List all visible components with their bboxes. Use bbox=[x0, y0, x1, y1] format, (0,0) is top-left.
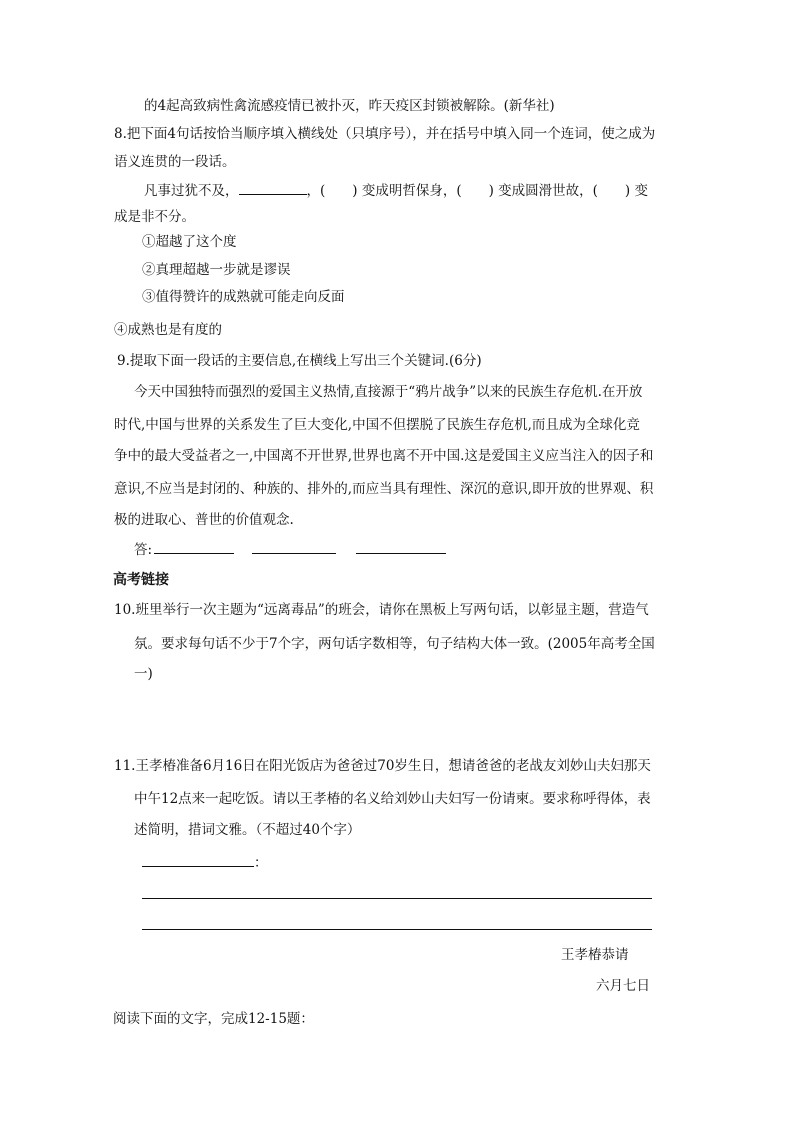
q9-passage-line2: 时代,中国与世界的关系发生了巨大变化,中国不但摆脱了民族生存危机,而且成为全球化竞 bbox=[114, 417, 640, 433]
q8-stem-line2: 语义连贯的一段话。 bbox=[114, 154, 236, 170]
q9-passage-line4: 意识,不应当是封闭的、种族的、排外的,而应当具有理性、深沉的意识,即开放的世界观、积 bbox=[114, 481, 654, 497]
q8-sentence-a: 凡事过犹不及， bbox=[144, 183, 239, 199]
q11-salutation-row bbox=[142, 852, 268, 873]
q8-sentence-line1 bbox=[144, 180, 648, 201]
q8-option-2: ②真理超越一步就是谬误 bbox=[142, 262, 291, 278]
q8-answer-blank[interactable] bbox=[239, 180, 307, 195]
q9-keyword-blank-3[interactable] bbox=[356, 539, 446, 554]
q8-sentence-b: ，( ) 变成明哲保身，( ) 变成圆滑世故，( ) 变 bbox=[306, 183, 648, 199]
q11-date: 六月七日 bbox=[596, 978, 650, 994]
q9-passage-line3: 争中的最大受益者之一,中国离不开世界,世界也离不开中国.这是爱国主义应当注入的因子和 bbox=[114, 448, 654, 464]
q11-line1: 11.王孝椿准备6月16日在阳光饭店为爸爸过70岁生日，想请爸爸的老战友刘妙山夫妇那天 bbox=[114, 758, 651, 774]
q10-line3: 一) bbox=[134, 666, 153, 682]
q10-line1: 10.班里举行一次主题为“远离毒品”的班会，请你在黑板上写两句话，以彰显主题，营造气 bbox=[114, 602, 649, 618]
q11-line2: 中午12点来一起吃饭。请以王孝椿的名义给刘妙山夫妇写一份请柬。要求称呼得体，表 bbox=[134, 791, 651, 807]
q9-stem: 9.提取下面一段话的主要信息,在横线上写出三个关键词.(6分) bbox=[117, 353, 482, 369]
q11-writing-line-1[interactable] bbox=[142, 898, 652, 899]
q7-tail: 的4起高致病性禽流感疫情已被扑灭，昨天疫区封锁被解除。(新华社) bbox=[144, 98, 555, 114]
q9-passage-line1: 今天中国独特而强烈的爱国主义热情,直接源于“鸦片战争”以来的民族生存危机.在开放 bbox=[134, 384, 643, 400]
q9-answer-row bbox=[134, 539, 446, 560]
q11-writing-line-2[interactable] bbox=[142, 929, 652, 930]
q8-option-4: ④成熟也是有度的 bbox=[114, 322, 222, 338]
q9-answer-label: 答: bbox=[134, 542, 153, 558]
q9-passage-line5: 极的进取心、普世的价值观念. bbox=[114, 512, 294, 528]
q11-colon: ： bbox=[254, 855, 268, 871]
q11-salutation-blank[interactable] bbox=[142, 852, 254, 867]
section-heading: 高考链接 bbox=[113, 572, 169, 588]
q8-option-1: ①超越了这个度 bbox=[142, 234, 237, 250]
q8-option-3: ③值得赞许的成熟就可能走向反面 bbox=[142, 289, 345, 305]
reading-intro: 阅读下面的文字，完成12-15题： bbox=[113, 1011, 314, 1027]
q11-signature: 王孝椿恭请 bbox=[561, 947, 629, 963]
q8-sentence-line2: 成是非不分。 bbox=[114, 209, 195, 225]
q11-line3: 述简明，措词文雅。（不超过40个字） bbox=[134, 822, 361, 838]
q9-keyword-blank-2[interactable] bbox=[252, 539, 336, 554]
q9-keyword-blank-1[interactable] bbox=[154, 539, 234, 554]
q10-line2: 氛。要求每句话不少于7个字，两句话字数相等，句子结构大体一致。(2005年高考全国 bbox=[134, 636, 655, 652]
q8-stem-line1: 8.把下面4句话按恰当顺序填入横线处（只填序号），并在括号中填入同一个连词，使之成为 bbox=[114, 126, 656, 142]
